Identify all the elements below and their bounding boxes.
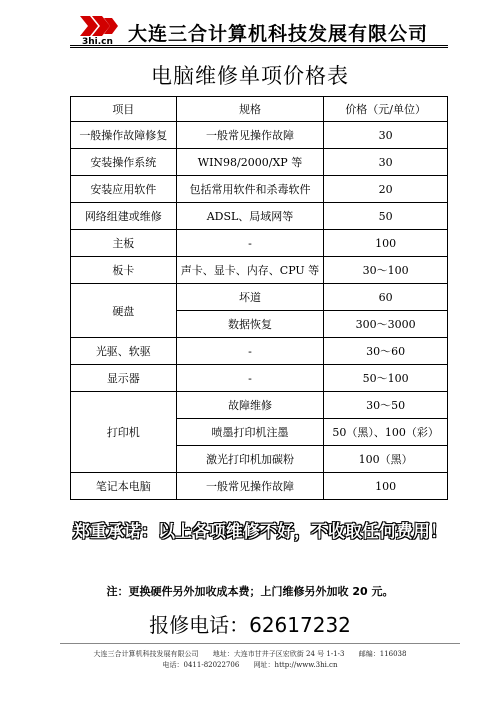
company-name: 大连三合计算机科技发展有限公司 [128, 23, 429, 45]
spec-cell: 喷墨打印机注墨 [176, 419, 324, 446]
spec-cell: - [176, 230, 324, 257]
table-row [71, 392, 448, 419]
price-cell: 100 [324, 230, 448, 257]
price-cell: 30～60 [324, 338, 448, 365]
table-row [71, 149, 448, 176]
item-cell: 光驱、软驱 [71, 338, 177, 365]
footer-divider [60, 643, 460, 644]
spec-cell: - [176, 338, 324, 365]
item-cell: 笔记本电脑 [71, 473, 177, 500]
item-cell: 安装应用软件 [71, 176, 177, 203]
price-cell: 20 [324, 176, 448, 203]
price-cell: 50～100 [324, 365, 448, 392]
column-header-spec: 规格 [176, 97, 324, 122]
table-header-row [71, 97, 448, 122]
item-cell: 主板 [71, 230, 177, 257]
spec-cell: - [176, 365, 324, 392]
spec-cell: 数据恢复 [176, 311, 324, 338]
logo-text: 3hi.cn [82, 37, 113, 47]
guarantee-statement: 郑重承诺：以上各项维修不好，不收取任何费用！ [73, 522, 447, 542]
repair-hotline: 报修电话：62617232 [149, 613, 351, 637]
spec-cell: 坏道 [176, 284, 324, 311]
letterhead [70, 12, 448, 48]
footer-company: 大连三合计算机科技发展有限公司 [93, 650, 199, 658]
spec-cell: 故障维修 [176, 392, 324, 419]
table-row [71, 230, 448, 257]
page-title: 电脑维修单项价格表 [151, 64, 349, 88]
price-cell: 50（黑）、100（彩） [324, 419, 448, 446]
spec-cell: ADSL、局域网等 [176, 203, 324, 230]
column-header-price: 价格（元/单位） [324, 97, 448, 122]
footer-tel: 电话：0411-82022706 [162, 661, 240, 669]
table-row [71, 257, 448, 284]
item-cell: 打印机 [71, 392, 177, 473]
footer-address: 地址：大连市甘井子区宏欣街 24 号 1-1-3 [212, 650, 345, 658]
item-cell: 安装操作系统 [71, 149, 177, 176]
price-cell: 300～3000 [324, 311, 448, 338]
footer-postcode: 邮编：116038 [358, 650, 407, 658]
footer [0, 649, 500, 671]
table-row [71, 122, 448, 149]
item-cell: 板卡 [71, 257, 177, 284]
spec-cell: WIN98/2000/XP 等 [176, 149, 324, 176]
price-cell: 100（黑） [324, 446, 448, 473]
header-divider [70, 45, 448, 48]
price-cell: 60 [324, 284, 448, 311]
table-row [71, 284, 448, 311]
column-header-item: 项目 [71, 97, 177, 122]
price-cell: 30 [324, 149, 448, 176]
table-row [71, 365, 448, 392]
table-row [71, 338, 448, 365]
item-cell: 硬盘 [71, 284, 177, 338]
spec-cell: 激光打印机加碳粉 [176, 446, 324, 473]
item-cell: 显示器 [71, 365, 177, 392]
spec-cell: 一般常见操作故障 [176, 473, 324, 500]
price-cell: 30～100 [324, 257, 448, 284]
price-cell: 30～50 [324, 392, 448, 419]
price-cell: 50 [324, 203, 448, 230]
price-cell: 100 [324, 473, 448, 500]
price-table [70, 96, 448, 500]
item-cell: 网络组建或维修 [71, 203, 177, 230]
spec-cell: 包括常用软件和杀毒软件 [176, 176, 324, 203]
price-cell: 30 [324, 122, 448, 149]
spec-cell: 一般常见操作故障 [176, 122, 324, 149]
extra-charge-note: 注：更换硬件另外加收成本费；上门维修另外加收 20 元。 [106, 585, 394, 598]
table-row [71, 203, 448, 230]
spec-cell: 声卡、显卡、内存、CPU 等 [176, 257, 324, 284]
table-row [71, 473, 448, 500]
item-cell: 一般操作故障修复 [71, 122, 177, 149]
table-row [71, 176, 448, 203]
footer-website: 网址：http://www.3hi.cn [253, 661, 338, 669]
